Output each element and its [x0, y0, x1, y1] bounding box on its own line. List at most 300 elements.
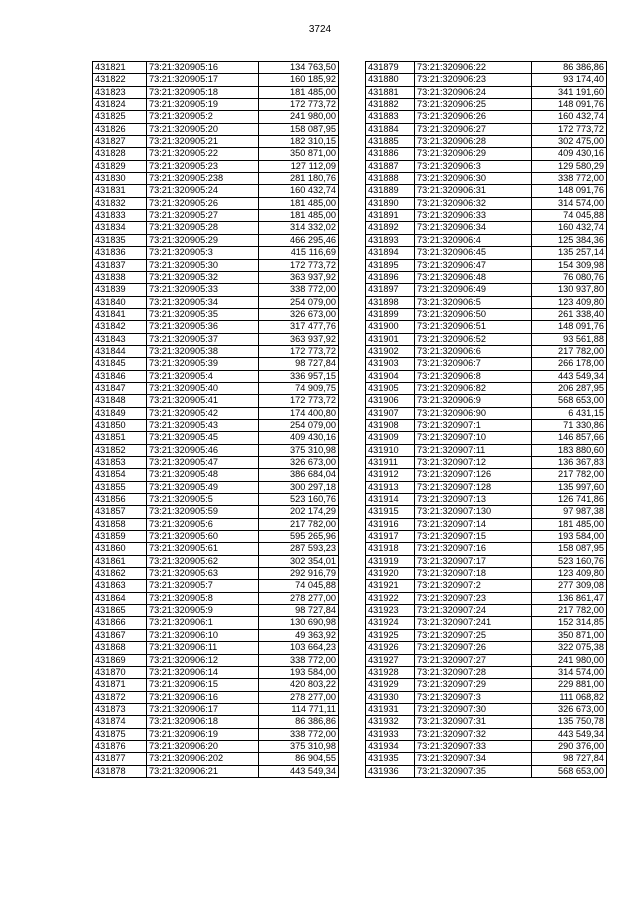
record-number-cell: 431850	[93, 419, 147, 431]
value-cell: 130 690,98	[259, 617, 339, 629]
cadastral-number-cell: 73:21:320905:8	[147, 592, 259, 604]
value-cell: 160 432,74	[259, 185, 339, 197]
record-number-cell: 431880	[366, 74, 415, 86]
record-number-cell: 431847	[93, 382, 147, 394]
value-cell: 202 174,29	[259, 506, 339, 518]
record-number-cell: 431887	[366, 160, 415, 172]
table-row	[93, 716, 339, 728]
table-row	[93, 469, 339, 481]
cadastral-number-cell: 73:21:320907:30	[415, 703, 532, 715]
value-cell: 181 485,00	[259, 197, 339, 209]
cadastral-number-cell: 73:21:320906:14	[147, 666, 259, 678]
table-row	[93, 617, 339, 629]
value-cell: 336 957,15	[259, 370, 339, 382]
record-number-cell: 431859	[93, 531, 147, 543]
table-row	[93, 62, 339, 74]
cadastral-number-cell: 73:21:320905:59	[147, 506, 259, 518]
value-cell: 466 295,46	[259, 234, 339, 246]
table-row	[366, 469, 607, 481]
table-row	[366, 321, 607, 333]
cadastral-number-cell: 73:21:320905:3	[147, 247, 259, 259]
value-cell: 152 314,85	[532, 617, 607, 629]
record-number-cell: 431862	[93, 568, 147, 580]
value-cell: 160 185,92	[259, 74, 339, 86]
record-number-cell: 431912	[366, 469, 415, 481]
cadastral-number-cell: 73:21:320906:3	[415, 160, 532, 172]
value-cell: 136 367,83	[532, 457, 607, 469]
value-cell: 350 871,00	[259, 148, 339, 160]
value-cell: 182 310,15	[259, 136, 339, 148]
value-cell: 49 363,92	[259, 629, 339, 641]
value-cell: 71 330,86	[532, 419, 607, 431]
table-row	[93, 605, 339, 617]
value-cell: 326 673,00	[532, 703, 607, 715]
record-number-cell: 431838	[93, 271, 147, 283]
table-row	[366, 345, 607, 357]
table-row	[93, 740, 339, 752]
table-row	[366, 111, 607, 123]
table-row	[93, 432, 339, 444]
value-cell: 130 937,80	[532, 284, 607, 296]
table-row	[366, 642, 607, 654]
value-cell: 363 937,92	[259, 333, 339, 345]
cadastral-number-cell: 73:21:320907:23	[415, 592, 532, 604]
record-number-cell: 431858	[93, 518, 147, 530]
cadastral-number-cell: 73:21:320905:47	[147, 457, 259, 469]
cadastral-number-cell: 73:21:320906:31	[415, 185, 532, 197]
record-number-cell: 431832	[93, 197, 147, 209]
cadastral-number-cell: 73:21:320906:30	[415, 173, 532, 185]
value-cell: 193 584,00	[259, 666, 339, 678]
value-cell: 74 045,88	[532, 210, 607, 222]
record-number-cell: 431853	[93, 457, 147, 469]
table-row	[366, 222, 607, 234]
value-cell: 314 574,00	[532, 197, 607, 209]
value-cell: 241 980,00	[259, 111, 339, 123]
cadastral-number-cell: 73:21:320906:34	[415, 222, 532, 234]
record-number-cell: 431844	[93, 345, 147, 357]
cadastral-number-cell: 73:21:320906:24	[415, 86, 532, 98]
value-cell: 322 075,38	[532, 642, 607, 654]
value-cell: 174 400,80	[259, 407, 339, 419]
table-row	[366, 494, 607, 506]
record-number-cell: 431828	[93, 148, 147, 160]
record-number-cell: 431891	[366, 210, 415, 222]
cadastral-number-cell: 73:21:320907:18	[415, 568, 532, 580]
value-cell: 278 277,00	[259, 592, 339, 604]
record-number-cell: 431824	[93, 99, 147, 111]
record-number-cell: 431904	[366, 370, 415, 382]
cadastral-number-cell: 73:21:320906:23	[415, 74, 532, 86]
cadastral-number-cell: 73:21:320905:40	[147, 382, 259, 394]
record-number-cell: 431823	[93, 86, 147, 98]
value-cell: 158 087,95	[259, 123, 339, 135]
table-row	[93, 247, 339, 259]
page-number: 3724	[308, 24, 332, 35]
cadastral-number-cell: 73:21:320905:42	[147, 407, 259, 419]
cadastral-number-cell: 73:21:320905:24	[147, 185, 259, 197]
cadastral-number-cell: 73:21:320905:46	[147, 444, 259, 456]
cadastral-number-cell: 73:21:320905:26	[147, 197, 259, 209]
record-number-cell: 431907	[366, 407, 415, 419]
cadastral-number-cell: 73:21:320905:21	[147, 136, 259, 148]
cadastral-number-cell: 73:21:320906:5	[415, 296, 532, 308]
cadastral-number-cell: 73:21:320905:17	[147, 74, 259, 86]
record-number-cell: 431892	[366, 222, 415, 234]
cadastral-number-cell: 73:21:320907:24	[415, 605, 532, 617]
value-cell: 523 160,76	[532, 555, 607, 567]
record-number-cell: 431911	[366, 457, 415, 469]
registry-table-right-body	[366, 62, 607, 778]
table-row	[366, 506, 607, 518]
table-row	[366, 654, 607, 666]
record-number-cell: 431913	[366, 481, 415, 493]
value-cell: 123 409,80	[532, 296, 607, 308]
record-number-cell: 431826	[93, 123, 147, 135]
table-row	[366, 271, 607, 283]
cadastral-number-cell: 73:21:320907:13	[415, 494, 532, 506]
table-row	[93, 74, 339, 86]
record-number-cell: 431873	[93, 703, 147, 715]
value-cell: 154 309,98	[532, 259, 607, 271]
cadastral-number-cell: 73:21:320905:9	[147, 605, 259, 617]
cadastral-number-cell: 73:21:320906:50	[415, 308, 532, 320]
table-row	[93, 555, 339, 567]
cadastral-number-cell: 73:21:320905:32	[147, 271, 259, 283]
table-row	[366, 629, 607, 641]
table-row	[366, 382, 607, 394]
record-number-cell: 431927	[366, 654, 415, 666]
cadastral-number-cell: 73:21:320907:26	[415, 642, 532, 654]
table-row	[93, 518, 339, 530]
record-number-cell: 431842	[93, 321, 147, 333]
value-cell: 409 430,16	[532, 148, 607, 160]
record-number-cell: 431908	[366, 419, 415, 431]
record-number-cell: 431830	[93, 173, 147, 185]
cadastral-number-cell: 73:21:320907:128	[415, 481, 532, 493]
record-number-cell: 431843	[93, 333, 147, 345]
cadastral-number-cell: 73:21:320906:202	[147, 753, 259, 765]
value-cell: 326 673,00	[259, 308, 339, 320]
value-cell: 98 727,84	[532, 753, 607, 765]
value-cell: 103 664,23	[259, 642, 339, 654]
cadastral-number-cell: 73:21:320906:8	[415, 370, 532, 382]
cadastral-number-cell: 73:21:320906:21	[147, 765, 259, 777]
record-number-cell: 431871	[93, 679, 147, 691]
table-row	[366, 444, 607, 456]
value-cell: 302 475,00	[532, 136, 607, 148]
table-row	[366, 679, 607, 691]
value-cell: 300 297,18	[259, 481, 339, 493]
record-number-cell: 431920	[366, 568, 415, 580]
table-row	[93, 308, 339, 320]
value-cell: 86 386,86	[259, 716, 339, 728]
record-number-cell: 431924	[366, 617, 415, 629]
value-cell: 217 782,00	[532, 345, 607, 357]
record-number-cell: 431857	[93, 506, 147, 518]
record-number-cell: 431851	[93, 432, 147, 444]
value-cell: 281 180,76	[259, 173, 339, 185]
table-row	[93, 592, 339, 604]
table-row	[366, 284, 607, 296]
cadastral-number-cell: 73:21:320905:41	[147, 395, 259, 407]
value-cell: 86 904,55	[259, 753, 339, 765]
value-cell: 193 584,00	[532, 531, 607, 543]
value-cell: 148 091,76	[532, 321, 607, 333]
value-cell: 181 485,00	[259, 210, 339, 222]
value-cell: 134 763,50	[259, 62, 339, 74]
record-number-cell: 431890	[366, 197, 415, 209]
table-row	[366, 753, 607, 765]
table-row	[366, 419, 607, 431]
table-row	[366, 691, 607, 703]
value-cell: 338 772,00	[259, 654, 339, 666]
value-cell: 363 937,92	[259, 271, 339, 283]
value-cell: 287 593,23	[259, 543, 339, 555]
value-cell: 206 287,95	[532, 382, 607, 394]
record-number-cell: 431872	[93, 691, 147, 703]
record-number-cell: 431932	[366, 716, 415, 728]
value-cell: 568 653,00	[532, 395, 607, 407]
record-number-cell: 431896	[366, 271, 415, 283]
cadastral-number-cell: 73:21:320905:43	[147, 419, 259, 431]
table-row	[366, 716, 607, 728]
value-cell: 409 430,16	[259, 432, 339, 444]
value-cell: 98 727,84	[259, 605, 339, 617]
cadastral-number-cell: 73:21:320905:48	[147, 469, 259, 481]
value-cell: 126 741,86	[532, 494, 607, 506]
registry-table-left	[92, 61, 339, 778]
table-row	[93, 197, 339, 209]
value-cell: 6 431,15	[532, 407, 607, 419]
cadastral-number-cell: 73:21:320907:15	[415, 531, 532, 543]
cadastral-number-cell: 73:21:320906:29	[415, 148, 532, 160]
record-number-cell: 431882	[366, 99, 415, 111]
value-cell: 135 257,14	[532, 247, 607, 259]
record-number-cell: 431922	[366, 592, 415, 604]
cadastral-number-cell: 73:21:320906:51	[415, 321, 532, 333]
record-number-cell: 431925	[366, 629, 415, 641]
record-number-cell: 431840	[93, 296, 147, 308]
table-row	[93, 444, 339, 456]
table-row	[366, 86, 607, 98]
cadastral-number-cell: 73:21:320905:22	[147, 148, 259, 160]
cadastral-number-cell: 73:21:320905:2	[147, 111, 259, 123]
table-row	[93, 333, 339, 345]
cadastral-number-cell: 73:21:320905:238	[147, 173, 259, 185]
table-row	[366, 136, 607, 148]
cadastral-number-cell: 73:21:320905:45	[147, 432, 259, 444]
value-cell: 148 091,76	[532, 185, 607, 197]
record-number-cell: 431923	[366, 605, 415, 617]
table-row	[366, 605, 607, 617]
cadastral-number-cell: 73:21:320906:15	[147, 679, 259, 691]
table-row	[93, 382, 339, 394]
table-row	[366, 62, 607, 74]
record-number-cell: 431917	[366, 531, 415, 543]
table-row	[93, 99, 339, 111]
table-row	[366, 185, 607, 197]
table-row	[366, 531, 607, 543]
table-row	[93, 580, 339, 592]
record-number-cell: 431918	[366, 543, 415, 555]
cadastral-number-cell: 73:21:320905:29	[147, 234, 259, 246]
cadastral-number-cell: 73:21:320905:20	[147, 123, 259, 135]
cadastral-number-cell: 73:21:320907:27	[415, 654, 532, 666]
record-number-cell: 431889	[366, 185, 415, 197]
value-cell: 111 068,82	[532, 691, 607, 703]
cadastral-number-cell: 73:21:320906:27	[415, 123, 532, 135]
value-cell: 375 310,98	[259, 444, 339, 456]
record-number-cell: 431928	[366, 666, 415, 678]
cadastral-number-cell: 73:21:320907:17	[415, 555, 532, 567]
record-number-cell: 431868	[93, 642, 147, 654]
record-number-cell: 431860	[93, 543, 147, 555]
record-number-cell: 431916	[366, 518, 415, 530]
value-cell: 172 773,72	[532, 123, 607, 135]
cadastral-number-cell: 73:21:320906:28	[415, 136, 532, 148]
table-row	[366, 432, 607, 444]
value-cell: 114 771,11	[259, 703, 339, 715]
value-cell: 172 773,72	[259, 395, 339, 407]
table-row	[93, 629, 339, 641]
cadastral-number-cell: 73:21:320906:9	[415, 395, 532, 407]
record-number-cell: 431919	[366, 555, 415, 567]
record-number-cell: 431893	[366, 234, 415, 246]
table-row	[366, 74, 607, 86]
record-number-cell: 431936	[366, 765, 415, 777]
record-number-cell: 431902	[366, 345, 415, 357]
cadastral-number-cell: 73:21:320906:4	[415, 234, 532, 246]
cadastral-number-cell: 73:21:320906:82	[415, 382, 532, 394]
record-number-cell: 431879	[366, 62, 415, 74]
cadastral-number-cell: 73:21:320905:16	[147, 62, 259, 74]
value-cell: 146 857,66	[532, 432, 607, 444]
value-cell: 217 782,00	[532, 469, 607, 481]
value-cell: 74 045,88	[259, 580, 339, 592]
table-row	[366, 543, 607, 555]
record-number-cell: 431845	[93, 358, 147, 370]
record-number-cell: 431867	[93, 629, 147, 641]
cadastral-number-cell: 73:21:320907:10	[415, 432, 532, 444]
cadastral-number-cell: 73:21:320906:1	[147, 617, 259, 629]
value-cell: 181 485,00	[259, 86, 339, 98]
value-cell: 375 310,98	[259, 740, 339, 752]
record-number-cell: 431888	[366, 173, 415, 185]
table-row	[366, 259, 607, 271]
table-row	[93, 728, 339, 740]
table-row	[93, 419, 339, 431]
record-number-cell: 431866	[93, 617, 147, 629]
cadastral-number-cell: 73:21:320906:19	[147, 728, 259, 740]
value-cell: 172 773,72	[259, 259, 339, 271]
record-number-cell: 431884	[366, 123, 415, 135]
record-number-cell: 431930	[366, 691, 415, 703]
cadastral-number-cell: 73:21:320906:6	[415, 345, 532, 357]
cadastral-number-cell: 73:21:320906:33	[415, 210, 532, 222]
record-number-cell: 431849	[93, 407, 147, 419]
record-number-cell: 431848	[93, 395, 147, 407]
table-row	[93, 642, 339, 654]
cadastral-number-cell: 73:21:320905:5	[147, 494, 259, 506]
record-number-cell: 431910	[366, 444, 415, 456]
value-cell: 326 673,00	[259, 457, 339, 469]
record-number-cell: 431876	[93, 740, 147, 752]
table-row	[93, 136, 339, 148]
value-cell: 217 782,00	[532, 605, 607, 617]
record-number-cell: 431870	[93, 666, 147, 678]
cadastral-number-cell: 73:21:320907:14	[415, 518, 532, 530]
record-number-cell: 431909	[366, 432, 415, 444]
record-number-cell: 431905	[366, 382, 415, 394]
value-cell: 443 549,34	[532, 728, 607, 740]
cadastral-number-cell: 73:21:320905:61	[147, 543, 259, 555]
cadastral-number-cell: 73:21:320907:25	[415, 629, 532, 641]
value-cell: 183 880,60	[532, 444, 607, 456]
table-row	[366, 407, 607, 419]
cadastral-number-cell: 73:21:320907:33	[415, 740, 532, 752]
table-row	[366, 666, 607, 678]
record-number-cell: 431934	[366, 740, 415, 752]
cadastral-number-cell: 73:21:320907:31	[415, 716, 532, 728]
value-cell: 278 277,00	[259, 691, 339, 703]
table-row	[366, 765, 607, 777]
table-row	[366, 728, 607, 740]
cadastral-number-cell: 73:21:320905:39	[147, 358, 259, 370]
record-number-cell: 431914	[366, 494, 415, 506]
value-cell: 314 332,02	[259, 222, 339, 234]
cadastral-number-cell: 73:21:320907:1	[415, 419, 532, 431]
table-row	[366, 234, 607, 246]
record-number-cell: 431900	[366, 321, 415, 333]
cadastral-number-cell: 73:21:320906:22	[415, 62, 532, 74]
cadastral-number-cell: 73:21:320905:18	[147, 86, 259, 98]
value-cell: 420 803,22	[259, 679, 339, 691]
cadastral-number-cell: 73:21:320906:17	[147, 703, 259, 715]
value-cell: 172 773,72	[259, 345, 339, 357]
table-row	[93, 703, 339, 715]
table-row	[366, 518, 607, 530]
table-row	[366, 481, 607, 493]
record-number-cell: 431837	[93, 259, 147, 271]
table-row	[93, 691, 339, 703]
record-number-cell: 431875	[93, 728, 147, 740]
table-row	[93, 531, 339, 543]
table-row	[93, 765, 339, 777]
value-cell: 338 772,00	[532, 173, 607, 185]
table-row	[366, 210, 607, 222]
table-row	[93, 679, 339, 691]
value-cell: 160 432,74	[532, 111, 607, 123]
record-number-cell: 431895	[366, 259, 415, 271]
cadastral-number-cell: 73:21:320906:10	[147, 629, 259, 641]
cadastral-number-cell: 73:21:320905:34	[147, 296, 259, 308]
cadastral-number-cell: 73:21:320906:32	[415, 197, 532, 209]
record-number-cell: 431915	[366, 506, 415, 518]
table-row	[93, 160, 339, 172]
cadastral-number-cell: 73:21:320905:6	[147, 518, 259, 530]
record-number-cell: 431861	[93, 555, 147, 567]
cadastral-number-cell: 73:21:320905:23	[147, 160, 259, 172]
value-cell: 172 773,72	[259, 99, 339, 111]
table-row	[93, 568, 339, 580]
value-cell: 290 376,00	[532, 740, 607, 752]
value-cell: 97 987,38	[532, 506, 607, 518]
table-row	[93, 481, 339, 493]
cadastral-number-cell: 73:21:320905:27	[147, 210, 259, 222]
cadastral-number-cell: 73:21:320906:11	[147, 642, 259, 654]
table-row	[366, 358, 607, 370]
